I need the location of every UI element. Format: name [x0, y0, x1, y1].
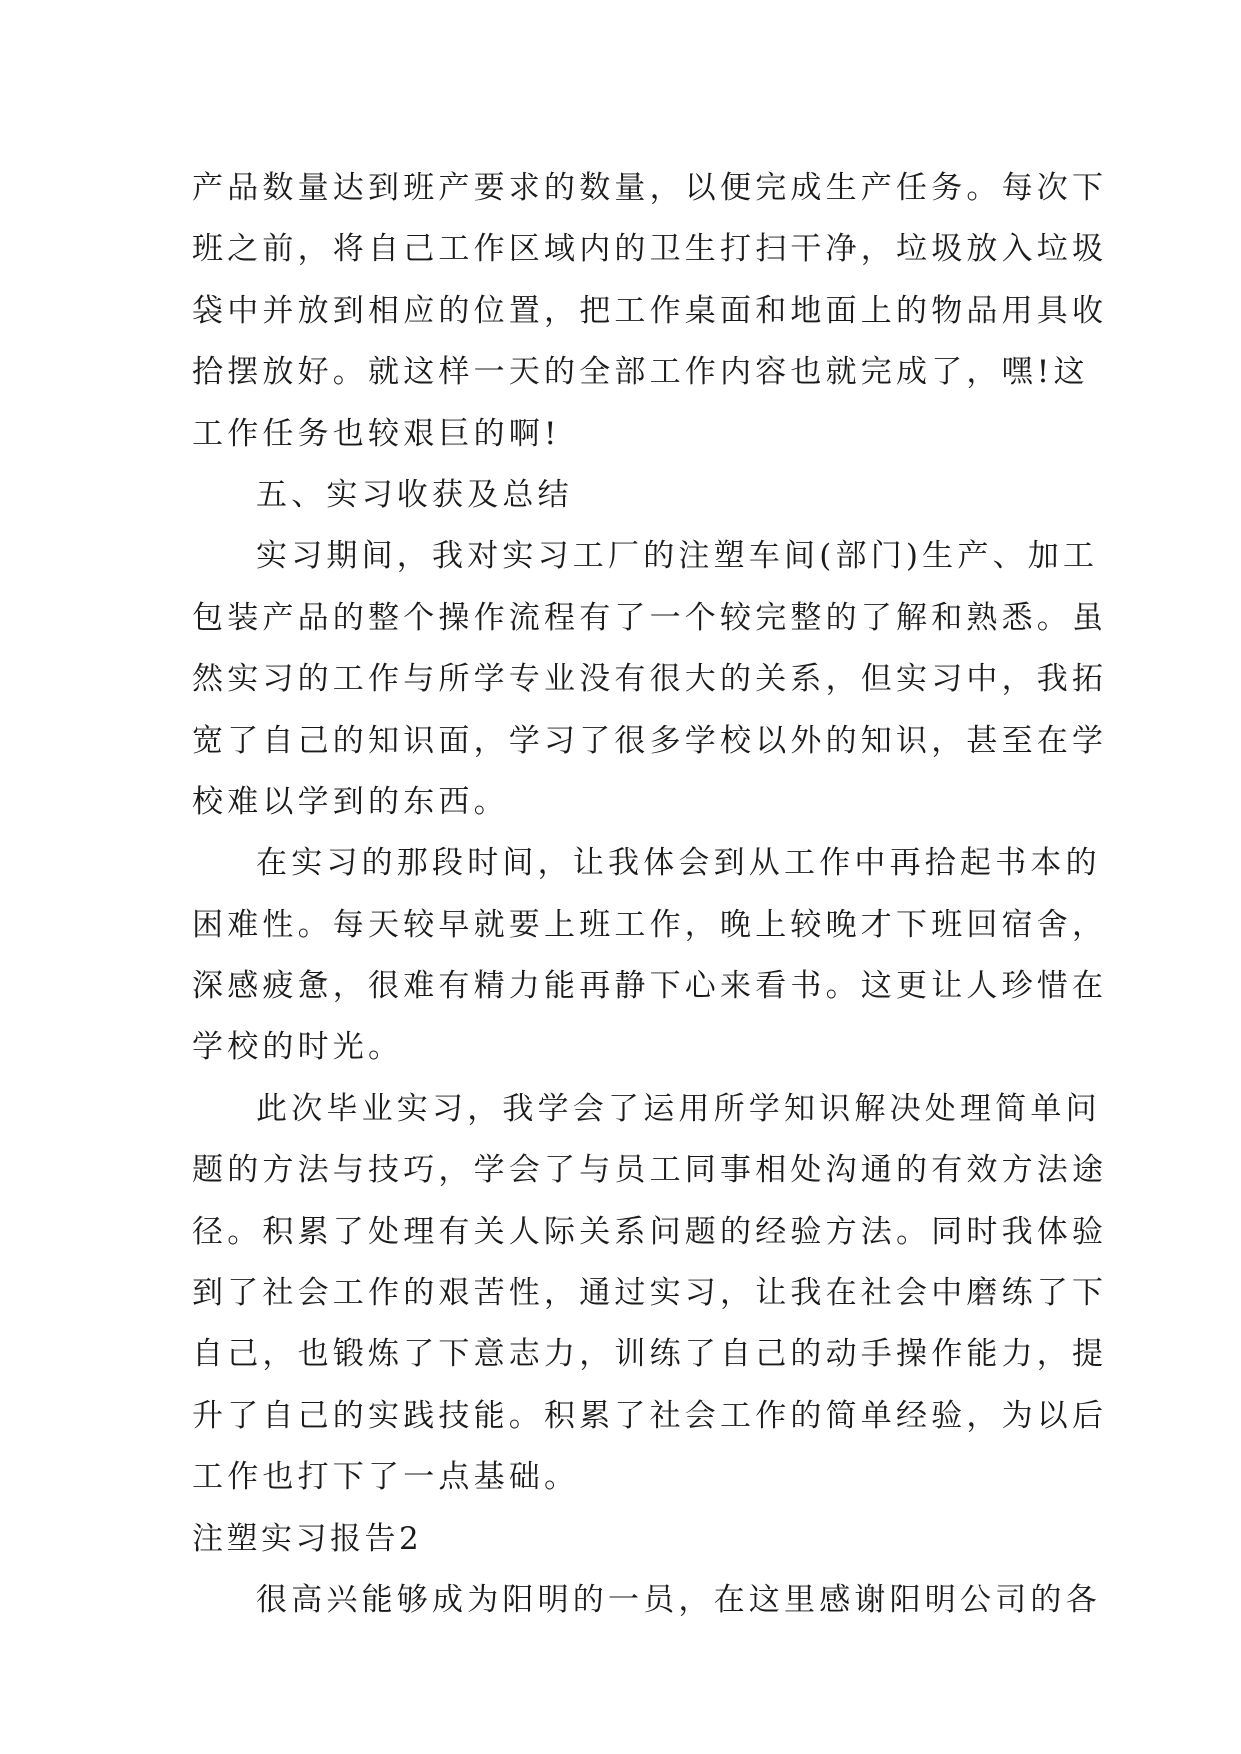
text-line: 学校的时光。 [192, 1029, 404, 1066]
paragraph-first-line: 实习期间，我对实习工厂的注塑车间(部门)生产、加工 [256, 538, 1099, 575]
text-line: 径。积累了处理有关人际关系问题的经验方法。同时我体验 [192, 1213, 1108, 1250]
text-line: 题的方法与技巧，学会了与员工同事相处沟通的有效方法途 [192, 1152, 1108, 1189]
section-heading: 五、实习收获及总结 [256, 476, 573, 513]
text-line: 宽了自己的知识面，学习了很多学校以外的知识，甚至在学 [192, 722, 1108, 759]
text-line: 包装产品的整个操作流程有了一个较完整的了解和熟悉。虽 [192, 599, 1108, 636]
document-body [192, 158, 1108, 1631]
paragraph-first-line: 很高兴能够成为阳明的一员，在这里感谢阳明公司的各 [256, 1581, 1101, 1618]
text-line: 袋中并放到相应的位置，把工作桌面和地面上的物品用具收 [192, 292, 1108, 329]
text-line: 升了自己的实践技能。积累了社会工作的简单经验，为以后 [192, 1397, 1108, 1434]
paragraph-first-line: 此次毕业实习，我学会了运用所学知识解决处理简单问 [256, 1090, 1101, 1127]
text-line: 深感疲惫，很难有精力能再静下心来看书。这更让人珍惜在 [192, 968, 1108, 1005]
text-line: 自己，也锻炼了下意志力，训练了自己的动手操作能力，提 [192, 1336, 1108, 1373]
text-line: 到了社会工作的艰苦性，通过实习，让我在社会中磨练了下 [192, 1275, 1108, 1312]
text-line: 拾摆放好。就这样一天的全部工作内容也就完成了，嘿!这 [192, 354, 1089, 391]
text-line: 工作任务也较艰巨的啊! [192, 415, 561, 452]
text-line: 困难性。每天较早就要上班工作，晚上较晚才下班回宿舍， [192, 906, 1108, 943]
paragraph-first-line: 在实习的那段时间，让我体会到从工作中再拾起书本的 [256, 845, 1101, 882]
text-line: 产品数量达到班产要求的数量，以便完成生产任务。每次下 [192, 170, 1108, 206]
report-subtitle: 注塑实习报告2 [192, 1520, 423, 1557]
text-line: 然实习的工作与所学专业没有很大的关系，但实习中，我拓 [192, 661, 1108, 698]
text-line: 工作也打下了一点基础。 [192, 1459, 580, 1496]
text-line: 校难以学到的东西。 [192, 783, 509, 820]
text-line: 班之前，将自己工作区域内的卫生打扫干净，垃圾放入垃圾 [192, 231, 1108, 268]
